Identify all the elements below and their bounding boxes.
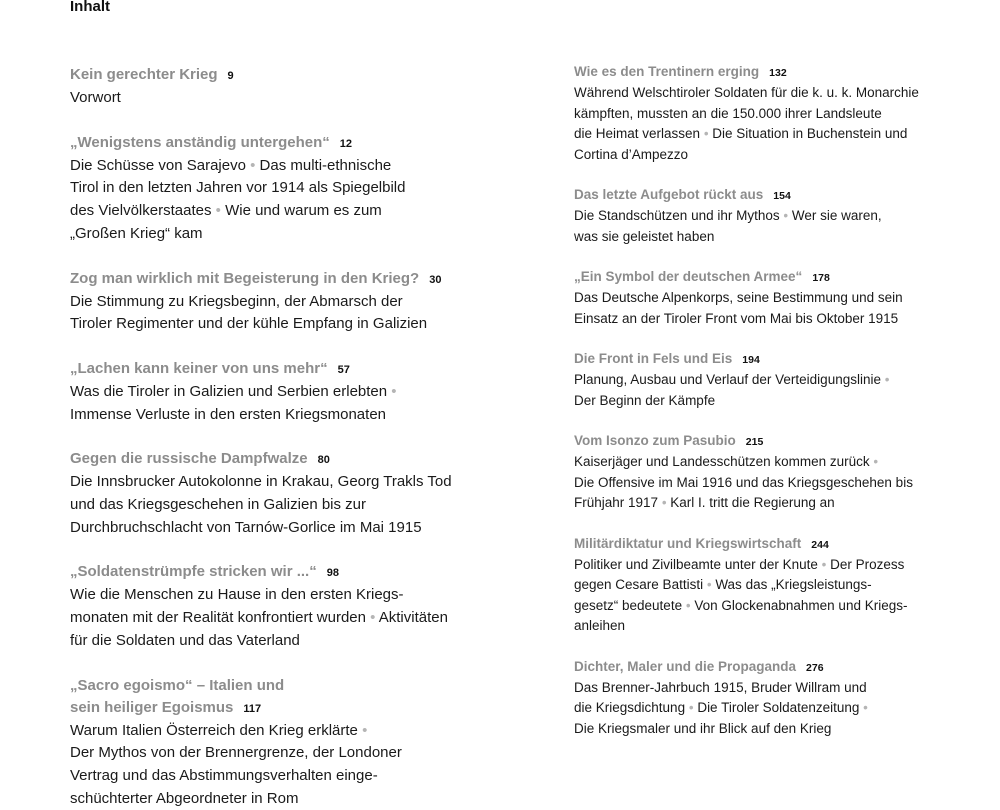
- entry-description-line: Das Brenner-Jahrbuch 1915, Bruder Willram und: [574, 679, 867, 695]
- entry-description-line: Tirol in den letzten Jahren vor 1914 als Spiegelbild: [70, 179, 406, 197]
- entry-description: [70, 87, 480, 110]
- entry-title-line: [70, 64, 480, 87]
- entry-description-line: anleihen: [574, 618, 626, 633]
- entry-description-line: [574, 555, 954, 576]
- entry-title: Gegen die russische Dampfwalze: [70, 450, 308, 468]
- bullet-separator: •: [250, 156, 256, 174]
- bullet-separator: •: [884, 372, 890, 387]
- entry-description-line: Der Mythos von der Brennergrenze, der Londoner: [70, 744, 402, 762]
- toc-entry: [574, 534, 954, 637]
- bullet-separator: •: [215, 202, 221, 220]
- description-fragment: Das multi-ethnische: [255, 156, 392, 174]
- entry-description-line: [574, 698, 954, 719]
- bullet-separator: •: [661, 495, 667, 510]
- description-fragment: Was das „Kriegsleistungs-: [711, 577, 872, 592]
- description-fragment: Was die Tiroler in Galizien und Serbien erlebten: [70, 382, 392, 400]
- description-fragment: Aktivitäten: [375, 609, 448, 627]
- entry-description-line: Während Welschtiroler Soldaten für die k. u. k. Monarchie: [574, 85, 919, 100]
- entry-page-number: 132: [769, 67, 787, 79]
- entry-description-line: [574, 493, 954, 514]
- entry-description-line: „Großen Krieg“ kam: [70, 224, 203, 242]
- entry-description-line: schüchterter Abgeordneter in Rom: [70, 789, 299, 807]
- toc-entry: [70, 64, 480, 110]
- entry-description-line: Die Kriegsmaler und ihr Blick auf den Krieg: [574, 720, 832, 736]
- entry-description: [574, 555, 954, 637]
- bullet-separator: •: [703, 126, 709, 141]
- description-fragment: Die Schüsse von Sarajevo: [70, 156, 251, 174]
- entry-title: sein heiliger Egoismus: [70, 698, 234, 716]
- entry-page-number: 117: [243, 702, 262, 715]
- entry-title-line: [574, 185, 954, 206]
- description-fragment: Kaiserjäger und Landesschützen kommen zurück: [574, 454, 874, 469]
- bullet-separator: •: [821, 556, 827, 572]
- entry-description-line: für die Soldaten und das Vaterland: [70, 631, 300, 649]
- entry-description: [70, 720, 480, 810]
- entry-title-line: [70, 561, 480, 584]
- entry-title-line: [70, 268, 480, 291]
- entry-description-line: [574, 124, 954, 145]
- entry-description: [574, 678, 954, 740]
- description-fragment: Die Tiroler Soldatenzeitung: [693, 700, 864, 715]
- entry-page-number: 178: [812, 272, 830, 284]
- entry-title: Militärdiktatur und Kriegswirtschaft: [574, 535, 802, 551]
- entry-description-line: kämpften, mussten an die 150.000 ihrer Landsleute: [574, 105, 882, 121]
- entry-description-line: [574, 452, 954, 473]
- entry-description-line: [574, 575, 954, 596]
- entry-title-line: [70, 448, 480, 471]
- description-fragment: Der Prozess: [826, 556, 905, 572]
- entry-description-line: [70, 155, 480, 178]
- entry-description-line: Durchbruchschlacht von Tarnów-Gorlice im Mai 1915: [70, 518, 422, 536]
- bullet-separator: •: [362, 721, 368, 739]
- entry-description-line: Der Beginn der Kämpfe: [574, 392, 716, 408]
- description-fragment: Wie und warum es zum: [220, 202, 382, 220]
- entry-description-line: was sie geleistet haben: [574, 228, 715, 244]
- description-fragment: monaten mit der Realität konfrontiert wurden: [70, 609, 371, 627]
- entry-page-number: 244: [811, 538, 829, 551]
- entry-title: Kein gerechter Krieg: [70, 66, 218, 83]
- entry-description: [574, 206, 954, 247]
- toc-entry: [70, 358, 480, 426]
- entry-title: „Lachen kann keiner von uns mehr“: [70, 359, 328, 377]
- toc-left-column: [70, 64, 480, 810]
- entry-description-line: Die Stimmung zu Kriegsbeginn, der Abmarsch der: [70, 292, 403, 310]
- entry-description: [70, 291, 480, 336]
- entry-description-line: [70, 720, 480, 743]
- entry-page-number: 276: [806, 661, 824, 674]
- description-fragment: die Heimat verlassen: [574, 126, 704, 141]
- description-fragment: Wer sie waren,: [788, 208, 882, 223]
- entry-title: „Sacro egoismo“ – Italien und: [70, 676, 285, 694]
- description-fragment: Die Situation in Buchenstein und: [708, 126, 908, 141]
- entry-description-line: Tiroler Regimenter und der kühle Empfang in Galizien: [70, 315, 428, 333]
- description-fragment: Die Standschützen und ihr Mythos: [574, 208, 784, 223]
- entry-description: [574, 370, 954, 411]
- entry-description: [70, 381, 480, 426]
- entry-description: [574, 288, 954, 329]
- entry-title-line: [70, 697, 480, 720]
- entry-title-line: [574, 62, 954, 83]
- entry-title: „Ein Symbol der deutschen Armee“: [574, 269, 803, 284]
- entry-description-line: Die Innsbrucker Autokolonne in Krakau, Georg Trakls Tod: [70, 473, 452, 491]
- entry-description-line: [574, 206, 954, 227]
- description-fragment: Warum Italien Österreich den Krieg erklärte: [70, 721, 363, 739]
- entry-title: Das letzte Aufgebot rückt aus: [574, 187, 764, 202]
- entry-page-number: 30: [429, 273, 442, 286]
- toc-entry: [70, 448, 480, 539]
- entry-page-number: 154: [773, 190, 791, 202]
- entry-page-number: 12: [339, 137, 353, 150]
- toc-entry: [70, 561, 480, 652]
- entry-description-line: und das Kriegsgeschehen in Galizien bis zur: [70, 496, 367, 514]
- entry-title: „Wenigstens anständig untergehen“: [70, 133, 330, 151]
- entry-page-number: 57: [337, 363, 350, 376]
- description-fragment: des Vielvölkerstaates: [70, 202, 216, 220]
- description-fragment: Frühjahr 1917: [574, 495, 662, 510]
- bullet-separator: •: [783, 208, 789, 223]
- entry-description-line: [574, 596, 954, 617]
- description-fragment: Karl I. tritt die Regierung an: [666, 495, 835, 510]
- toc-entry: [574, 431, 954, 514]
- toc-entry: [574, 349, 954, 411]
- contents-heading: Inhalt: [70, 0, 110, 15]
- entry-description-line: Vertrag und das Abstimmungsverhalten einge-: [70, 766, 378, 784]
- bullet-separator: •: [863, 700, 868, 715]
- entry-description-line: Wie die Menschen zu Hause in den ersten Kriegs-: [70, 586, 404, 604]
- toc-entry: [574, 267, 954, 329]
- entry-description-line: [70, 381, 480, 404]
- entry-page-number: 80: [317, 454, 330, 467]
- entry-title: Wie es den Trentinern erging: [574, 64, 760, 79]
- entry-description-line: Einsatz an der Tiroler Front vom Mai bis Oktober 1915: [574, 310, 899, 326]
- entry-title-line: [574, 657, 954, 678]
- toc-entry: [70, 675, 480, 810]
- entry-page-number: 215: [745, 436, 764, 448]
- toc-entry: [574, 62, 954, 165]
- description-fragment: die Kriegsdichtung: [574, 700, 689, 715]
- bullet-separator: •: [706, 577, 712, 592]
- entry-description-line: Immense Verluste in den ersten Kriegsmonaten: [70, 405, 387, 423]
- entry-description-line: Die Offensive im Mai 1916 und das Kriegsgeschehen bis: [574, 474, 913, 490]
- entry-description: [70, 471, 480, 539]
- entry-description: [574, 83, 954, 165]
- entry-description-line: Vorwort: [70, 89, 121, 106]
- toc-right-column: [574, 62, 954, 739]
- toc-entry: [574, 185, 954, 247]
- description-fragment: gesetz“ bedeutete: [574, 597, 686, 613]
- entry-title-line: [70, 132, 480, 155]
- entry-title-line: [574, 534, 954, 555]
- entry-description: [70, 584, 480, 652]
- entry-description-line: [574, 370, 954, 391]
- description-fragment: Planung, Ausbau und Verlauf der Verteidigungslinie: [574, 372, 885, 387]
- entry-title-line: [574, 431, 954, 452]
- entry-title: Zog man wirklich mit Begeisterung in den Krieg?: [70, 269, 420, 287]
- entry-title-line: [70, 358, 480, 381]
- bullet-separator: •: [370, 609, 376, 627]
- entry-description-line: [70, 607, 480, 630]
- bullet-separator: •: [685, 597, 691, 613]
- entry-description: [574, 452, 954, 514]
- description-fragment: Von Glockenabnahmen und Kriegs-: [690, 597, 908, 613]
- entry-title: „Soldatenstrümpfe stricken wir ...“: [70, 563, 317, 581]
- toc-entry: [574, 657, 954, 740]
- entry-description: [70, 155, 480, 246]
- bullet-separator: •: [688, 700, 694, 715]
- entry-description-line: Das Deutsche Alpenkorps, seine Bestimmung und sein: [574, 290, 903, 305]
- entry-page-number: 9: [227, 70, 234, 82]
- toc-entry: [70, 132, 480, 246]
- toc-entry: [70, 268, 480, 336]
- entry-description-line: [70, 200, 480, 223]
- entry-page-number: 98: [326, 567, 339, 580]
- bullet-separator: •: [391, 382, 397, 400]
- entry-title-line: [574, 349, 954, 370]
- entry-title: Die Front in Fels und Eis: [574, 351, 733, 366]
- entry-title-line: [574, 267, 954, 288]
- description-fragment: gegen Cesare Battisti: [574, 577, 707, 592]
- entry-title-line: [70, 675, 480, 697]
- entry-title: Dichter, Maler und die Propaganda: [574, 658, 797, 674]
- entry-description-line: Cortina d’Ampezzo: [574, 146, 689, 162]
- entry-title: Vom Isonzo zum Pasubio: [574, 433, 736, 448]
- bullet-separator: •: [873, 454, 879, 469]
- description-fragment: Politiker und Zivilbeamte unter der Knute: [574, 556, 822, 572]
- entry-page-number: 194: [742, 354, 760, 366]
